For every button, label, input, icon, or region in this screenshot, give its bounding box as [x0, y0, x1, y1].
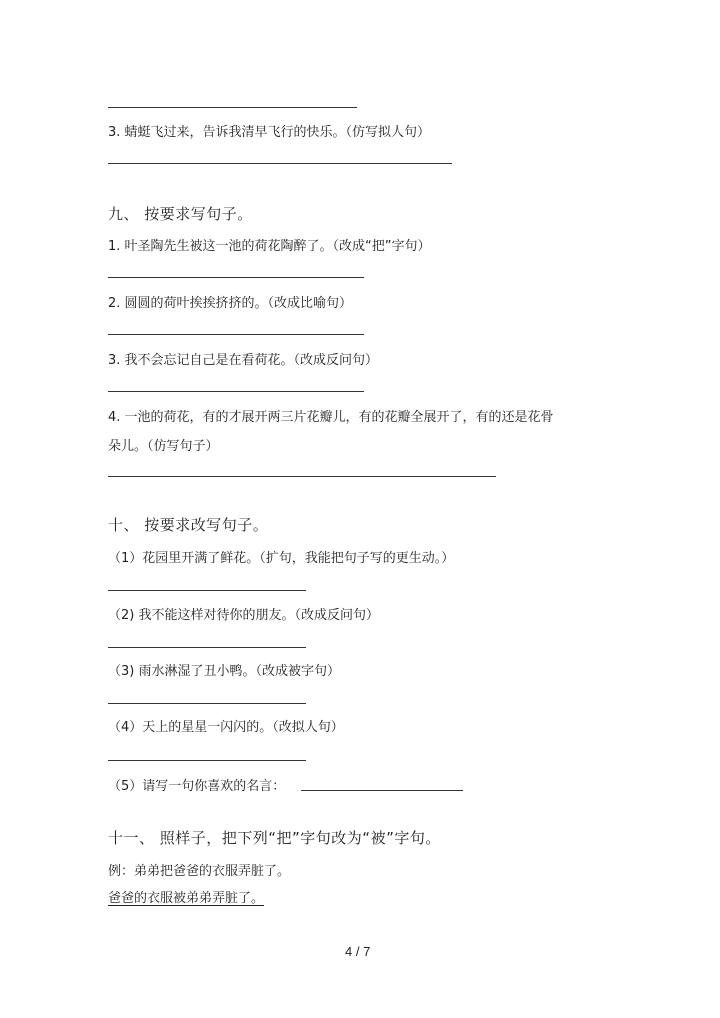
question-9-2: 2. 圆圆的荷叶挨挨挤挤的。（改成比喻句）	[108, 296, 353, 311]
section-heading-10: 十、 按要求改写句子。	[108, 516, 269, 534]
answer-line[interactable]	[108, 476, 496, 477]
question-9-3: 3. 我不会忘记自己是在看荷花。（改成反问句）	[108, 353, 379, 368]
section-heading-11: 十一、 照样子，把下列“把”字句改为“被”字句。	[108, 829, 441, 847]
answer-line[interactable]	[301, 790, 463, 791]
question-9-1: 1. 叶圣陶先生被这一池的荷花陶醉了。（改成“把”字句）	[108, 239, 431, 254]
answer-line[interactable]	[108, 590, 306, 591]
question-10-3: （3) 雨水淋湿了丑小鸭。（改成被字句）	[108, 664, 340, 679]
answer-line[interactable]	[108, 760, 306, 761]
answer-line[interactable]	[108, 647, 306, 648]
answer-line[interactable]	[108, 334, 364, 335]
question-8-3: 3. 蜻蜓飞过来，告诉我清早飞行的快乐。（仿写拟人句）	[108, 125, 431, 140]
answer-line[interactable]	[108, 703, 306, 704]
answer-line[interactable]	[108, 163, 452, 164]
question-10-5: （5）请写一句你喜欢的名言：	[108, 779, 286, 794]
question-9-4: 4. 一池的荷花，有的才展开两三片花瓣儿，有的花瓣全展开了，有的还是花骨	[108, 410, 554, 425]
page-number: 4 / 7	[345, 944, 371, 959]
question-10-4: （4）天上的星星一闪闪的。（改拟人句）	[108, 720, 344, 735]
section-heading-9: 九、 按要求写句子。	[108, 205, 253, 223]
question-10-2: （2) 我不能这样对待你的朋友。（改成反问句）	[108, 608, 379, 623]
answer-line[interactable]	[108, 107, 357, 108]
example-sentence: 例：弟弟把爸爸的衣服弄脏了。	[108, 864, 291, 879]
answer-line[interactable]	[108, 277, 364, 278]
answer-line[interactable]	[108, 391, 364, 392]
question-9-4-cont: 朵儿。（仿写句子）	[108, 439, 219, 454]
example-answer: 爸爸的衣服被弟弟弄脏了。	[108, 891, 265, 906]
question-10-1: （1）花园里开满了鲜花。（扩句，我能把句子写的更生动。）	[108, 551, 455, 566]
